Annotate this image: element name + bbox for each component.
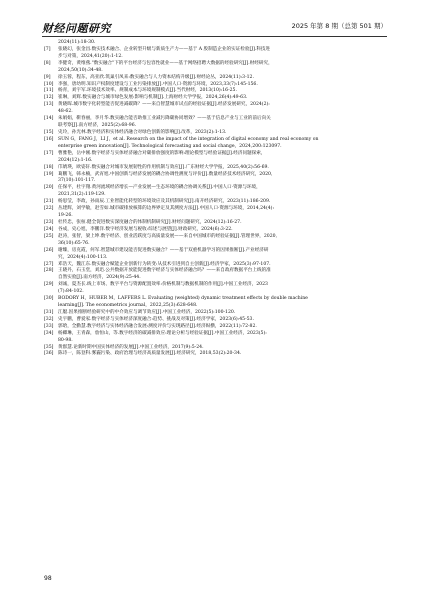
reference-text: 张晓幻，张金昌.数实技术融合、企业转型升级与新质生产力——基于 A 股制造企业的实证检验[J].科技进 步与对策，2024,41(20):1-12. [58,46,271,59]
reference-text: 徐玉蓉，程东，高亚欣.筑巢引凤来:数实融合与人力资本结构升级[J].财经论丛，2024(11):3-12. [58,74,254,80]
reference-text: 谷成，史心旭，李鹏洋.数字经济发展与税收:综述与展望[J].财政研究，2024(6):3-22. [58,226,233,232]
reference-item [44,324,387,331]
reference-number: [24] [44,226,54,232]
reference-item [44,61,387,75]
reference-text: 谢臻，房克霞，何军.智慧城市建设能否促进数实融合？——基于双重机器学习的因果推断[J].产业经济研 究，2024(4):100-113. [58,247,269,260]
reference-text: 李强，唐幼明.知识产权制度建设与工业污染排放[J].中国人口·资源与环境，2023,33(7):145-156. [58,81,258,87]
reference-text: 赵涛，张智，梁上坤.数字经济、创业活跃度与高质量发展——来自中国城市的经验证据[J].管理世界，2020, 36(10):65-76. [58,233,278,246]
reference-item [44,40,387,47]
reference-item [44,47,387,61]
reference-text: BODORY H，HUBER M，LAFFERS L. Evaluating (weighted) dynamic treatment effects by double machine learning[J]. The econometrics journal，2022,25(3):628-648. [58,296,308,309]
header-rule [42,36,387,37]
reference-number: [17] [44,150,54,156]
reference-number: [7] [44,46,51,52]
reference-number: [21] [44,199,54,205]
reference-number: [33] [44,323,54,329]
reference-item [44,351,387,358]
reference-item [44,234,387,248]
reference-text: 刘诚，夏杰长.线上市场、数字平台与资源配置效率:价格机制与数据机制的作用[J].中国工业经济，2023 (7):84-102. [58,282,268,295]
reference-number: [19] [44,171,54,177]
reference-item [44,130,387,137]
reference-text: 杨思莹，李政，孙雨辰.工业智能化转型的环境效应及其机制研究[J].南开经济研究，2023(11):186-209. [58,199,271,205]
reference-text: 邝婧瑛，欧姿轩.数实融合对城市发展韧性的作用机制与效应[J].广东财经大学学报，2025,40(2):56-69. [58,164,269,170]
reference-text: 黄群慧.论新时期中国实体经济的发展[J].中国工业经济，2017(9):5-24. [58,344,204,350]
reference-item [44,151,387,165]
reference-text: 史玲，孙光林.数字经济和实体经济融合对绿色创新的影响[J].改革，2023(2):1-13. [58,129,227,135]
reference-item [44,296,387,310]
page-header [42,20,387,35]
reference-item [44,268,387,282]
reference-number: [12] [44,95,54,101]
reference-item [44,102,387,116]
reference-number: [35] [44,344,54,350]
reference-text: SUN G，FANG J，LI J，et al. Research on the impact of the integration of digital economy and real economy on enterprise green innovation[J]. Technological forecasting and social change，2024,200:123097. [58,136,319,149]
reference-item [44,282,387,296]
reference-number: [8] [44,60,51,66]
reference-text: 任保平，杜宇翔.黄河流域经济增长—产业发展—生态环境的耦合协调关系[J].中国人口·资源与环境， 2021,31(2):119-129. [58,185,261,198]
reference-text: 2024(11):18-30. [58,40,96,45]
reference-number: [9] [44,74,51,80]
reference-item [44,227,387,234]
reference-text: 江艇.因果推断经验研究中的中介效应与调节效应[J].中国工业经济，2022(5):100-120. [58,309,236,315]
reference-text: 朱娟娟，靳春丽，李月华.数实融合能否助推工业减污降碳协同增效？——基于信息产业与工业的前后向关 联考察[J].南方经济，2025(2):68-96. [58,116,271,129]
reference-item [44,331,387,345]
reference-item [44,75,387,82]
reference-item [44,116,387,130]
journal-title-logo: 财经问题研究 [42,22,111,35]
reference-text: 陈诗一，陈登科.雾霾污染、政府治理与经济高质量发展[J].经济研究，2018,53(2):20-34. [58,351,242,357]
reference-number: [32] [44,316,54,322]
reference-item [44,310,387,317]
reference-number: [22] [44,206,54,212]
reference-number: [15] [44,129,54,135]
reference-item [44,185,387,199]
reference-text: 史宇鹏，曹爱家.数字经济与实体经济深度融合:趋势、挑战及对策[J].经济学家，2023(6):45-53. [58,316,254,322]
reference-number: [34] [44,330,54,336]
reference-number: [13] [44,102,54,108]
reference-number: [10] [44,81,54,87]
reference-number: [28] [44,268,54,274]
reference-text: 崔琳，刘辉.数实融合与城市绿色发展:影响与机制[J].上海财经大学学报，2024,26(4):49-63. [58,95,248,101]
reference-text: 丛建辉，刘学敏，赵雪如.城市碳排放核算的边界界定及其测度方法[J].中国人口·资源与环境，2014,24(4): 19-26. [58,206,275,219]
reference-item [44,317,387,324]
reference-number: [11] [44,88,54,94]
reference-text: 曹雅艳，岳中刚.数字经济与实体经济融合对碳排放强度的影响:理论模型与经验证据[J].经济问题探索， 2024(12):1-16. [58,150,266,163]
reference-number: [20] [44,185,54,191]
reference-list [44,40,387,358]
issue-info: 2025 年第 8 期（总第 501 期） [291,22,387,30]
reference-number: [14] [44,116,54,122]
reference-item [44,206,387,220]
reference-text: 郭晗，全勤慧.数字经济与实体经济融合发展:测度评价与实现路径[J].经济纵横，2022(11):72-82. [58,323,257,329]
reference-item [44,248,387,262]
reference-text: 王晓丹，石玉堂，刘迅.公共数据开放能促进数字经济与实体经济融合吗？——来自政府数据平台上线的准 自然实验[J].南方经济，2024(9):25-44. [58,268,271,281]
reference-number: [30] [44,296,54,302]
reference-text: 葛鹏飞，韩永楠，武宵旭.中国创新与经济发展的耦合协调性测度与评价[J].数量经济技术经济研究，2020, 37(10):101-117. [58,171,273,184]
reference-number: [23] [44,219,54,225]
page-number: 98 [44,575,52,582]
reference-number: [26] [44,247,54,253]
reference-number: [27] [44,261,54,267]
reference-item [44,137,387,151]
reference-item [44,165,387,172]
reference-number: [29] [44,282,54,288]
reference-item [44,220,387,227]
reference-number: [25] [44,233,54,239]
reference-number: [31] [44,309,54,315]
reference-text: 杨卿琳，王青森，詹恒山，等.数字经济的碳减排效应:理论分析与经验证据[J].中国工业经济，2023(5): 80-98. [58,330,267,343]
reference-text: 杜传忠，张桓.健全促进数实深度融合的体制机制研究[J].财经问题研究，2024(12):16-27. [58,219,242,225]
reference-item [44,172,387,186]
reference-text: 黄晓晖.城市数字化转型能否促进减碳降？——来自智慧城市试点的经验证据[J].经济发展研究，2024(2): 48-62. [58,102,270,115]
reference-text: 杨青，刘宇军.环境技术效率、规制成本与环境规制模式[J].当代财经，2013(10):16-25. [58,88,237,94]
reference-text: 李健奇，黄维燕."数实融合"下的平台经济与包容性就业——基于网络招聘大数据的经验研究[J].财经研究， 2024,50(10):34-48. [58,60,273,73]
reference-number: [16] [44,136,54,142]
reference-number: [36] [44,351,54,357]
reference-number: [18] [44,164,54,170]
reference-text: 邓浩天，魏江东.数实融合赋能企业创新行为转变:从技术引进到自主创新[J].经济学家，2025(3):97-107. [58,261,271,267]
